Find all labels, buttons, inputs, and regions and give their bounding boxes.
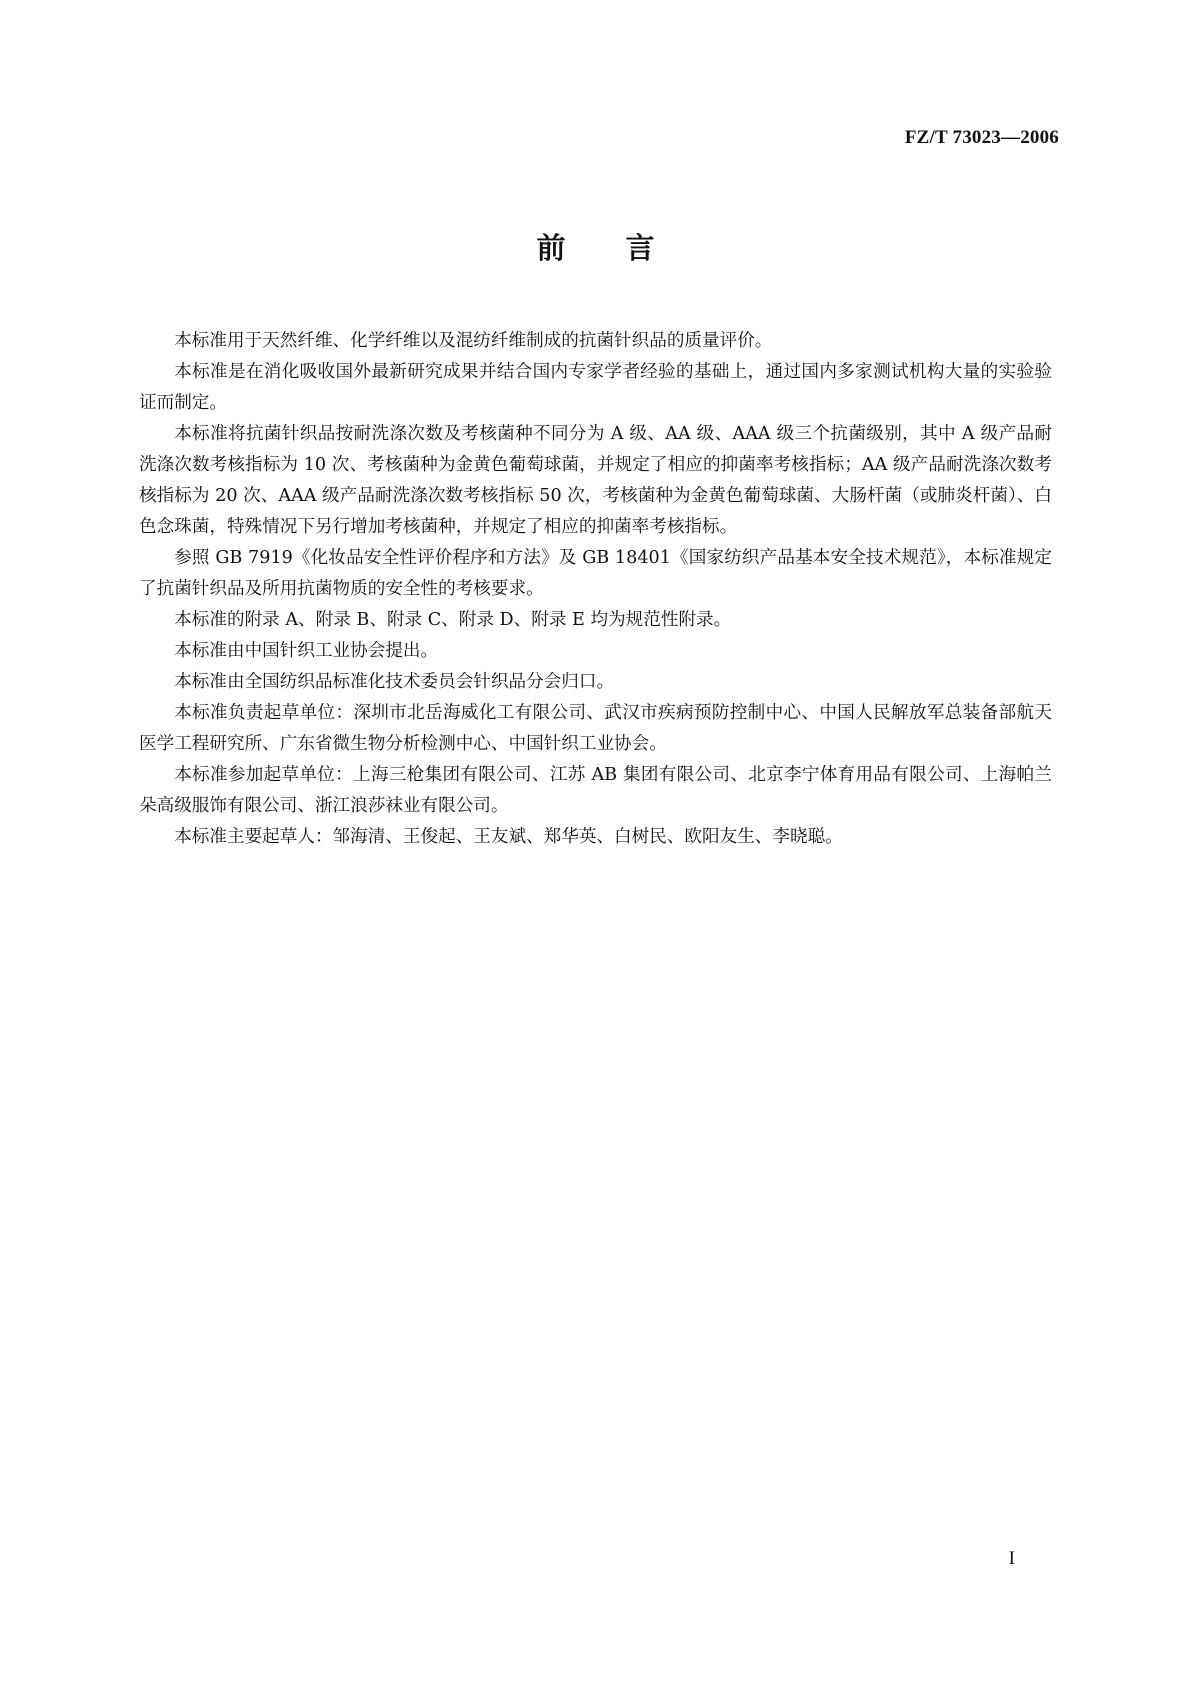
- paragraph-safety-references: 参照 GB 7919《化妆品安全性评价程序和方法》及 GB 18401《国家纺织产品基本安全技术规范》，本标准规定了抗菌针织品及所用抗菌物质的安全性的考核要求。: [139, 548, 1052, 599]
- paragraph-responsible-committee: 本标准由全国纺织品标准化技术委员会针织品分会归口。: [174, 672, 615, 692]
- paragraph-annexes: 本标准的附录 A、附录 B、附录 C、附录 D、附录 E 均为规范性附录。: [174, 610, 732, 630]
- paragraph-proposer: 本标准由中国针织工业协会提出。: [174, 641, 439, 661]
- paragraph-grades: 本标准将抗菌针织品按耐洗涤次数及考核菌种不同分为 A 级、AA 级、AAA 级三个抗菌级别，其中 A 级产品耐洗涤次数考核指标为 10 次、考核菌种为金黄色葡萄球菌，并规定了相应的抑菌率考核指标；AA 级产品耐洗涤次数考核指标为 20 次、AAA 级产品耐洗涤次数考核指标 50 次，考核菌种为金黄色葡萄球菌、大肠杆菌（或肺炎杆菌）、白色念珠菌，特殊情况下另行增加考核菌种，并规定了相应的抑菌率考核指标。: [139, 424, 1052, 537]
- paragraph-main-drafters: 本标准主要起草人：邹海清、王俊起、王友斌、郑华英、白树民、欧阳友生、李晓聪。: [174, 827, 843, 847]
- paragraph-basis: 本标准是在消化吸收国外最新研究成果并结合国内专家学者经验的基础上，通过国内多家测试机构大量的实验验证而制定。: [139, 362, 1052, 413]
- paragraph-lead-drafters: 本标准负责起草单位：深圳市北岳海威化工有限公司、武汉市疾病预防控制中心、中国人民解放军总装备部航天医学工程研究所、广东省微生物分析检测中心、中国针织工业协会。: [139, 703, 1052, 754]
- foreword-body: [139, 326, 1052, 853]
- paragraph-participating-drafters: 本标准参加起草单位：上海三枪集团有限公司、江苏 AB 集团有限公司、北京李宁体育用品有限公司、上海帕兰朵高级服饰有限公司、浙江浪莎袜业有限公司。: [139, 765, 1052, 816]
- paragraph-scope: 本标准用于天然纤维、化学纤维以及混纺纤维制成的抗菌针织品的质量评价。: [174, 331, 773, 351]
- page-number: I: [1008, 1548, 1015, 1569]
- standard-code: FZ/T 73023—2006: [904, 127, 1059, 148]
- page-title: 前言: [536, 231, 715, 265]
